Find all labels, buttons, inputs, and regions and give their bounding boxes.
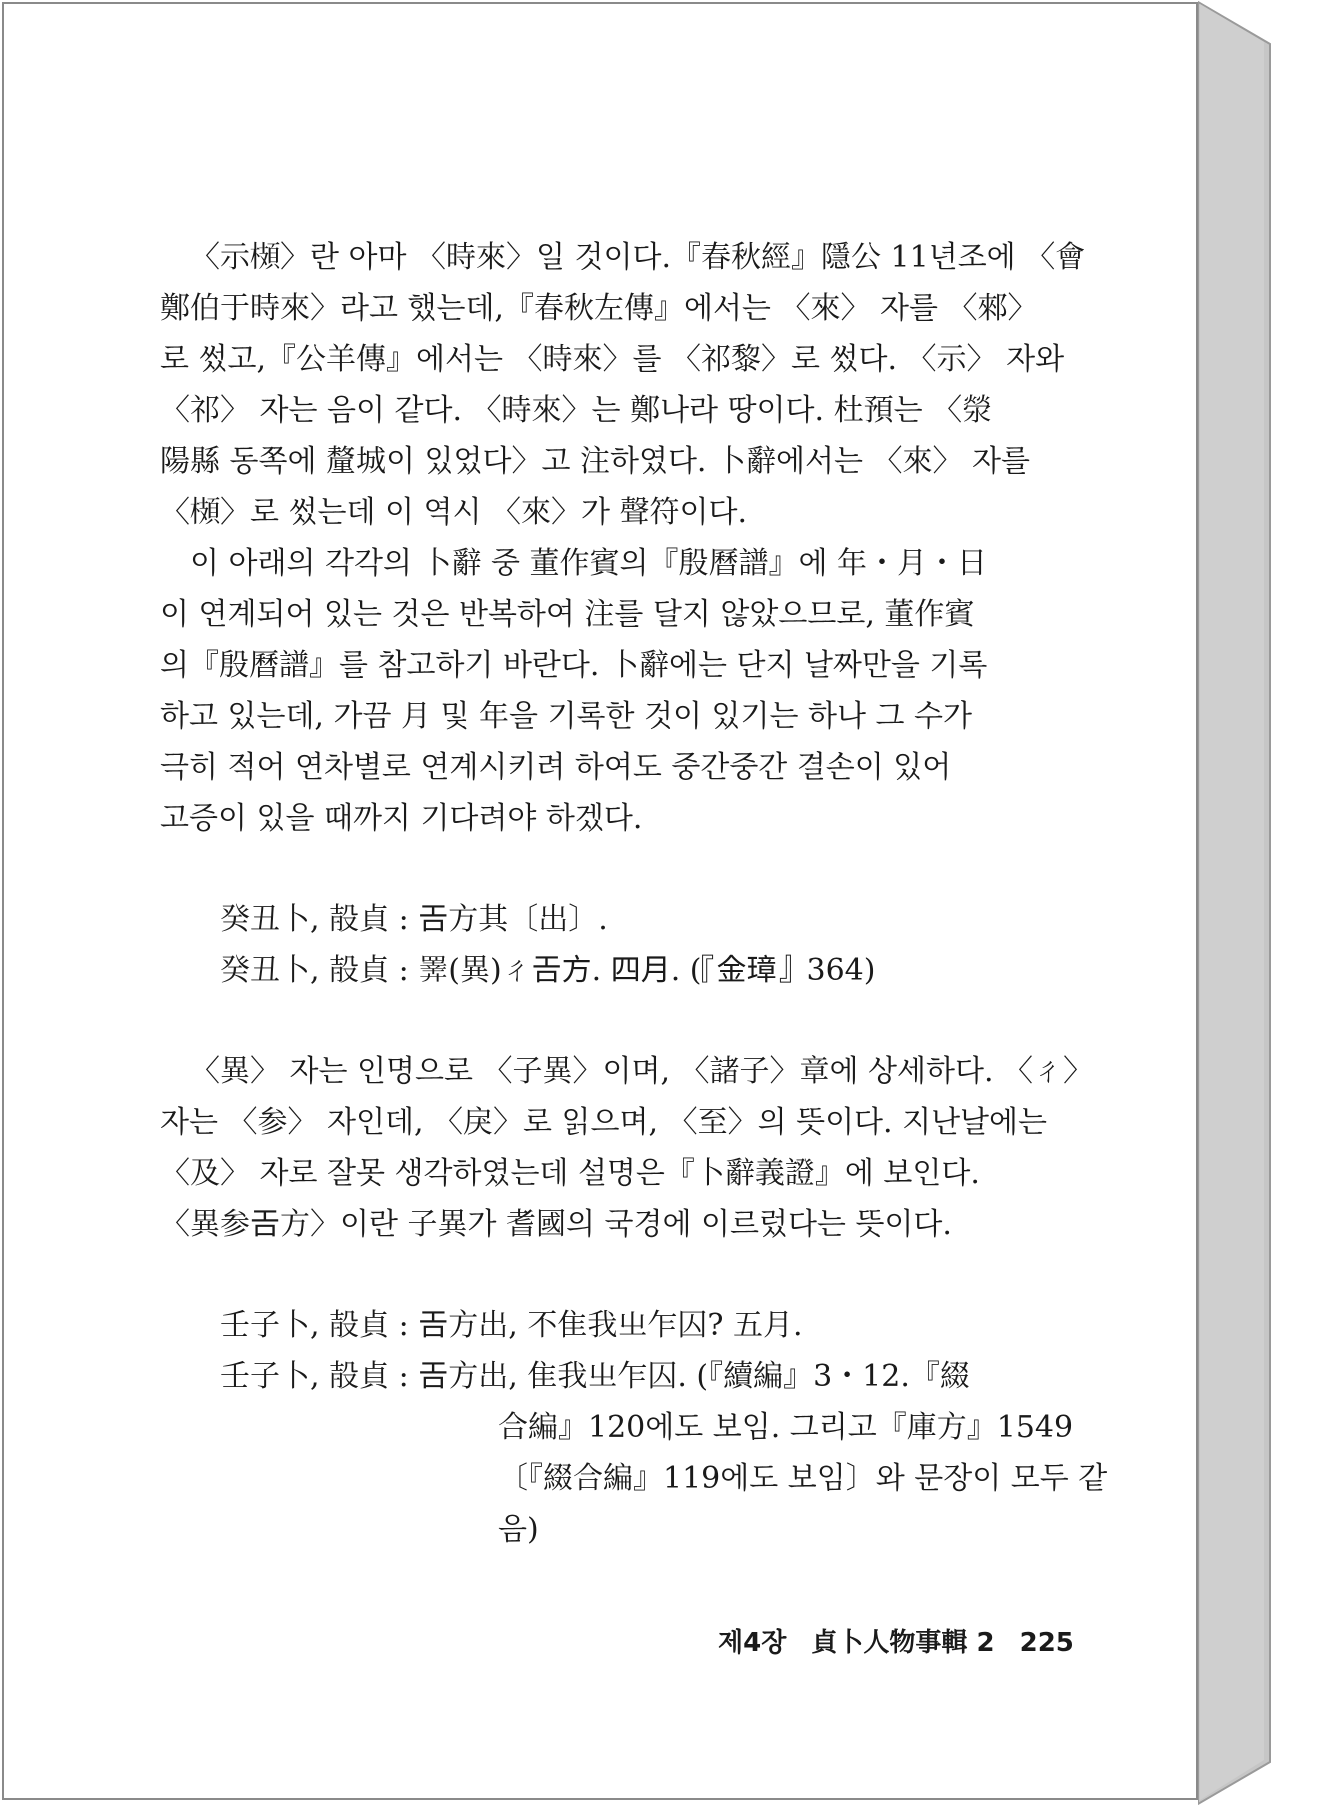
citation-continuation: 〔『綴合編』119에도 보임〕와 문장이 모두 같 xyxy=(498,1461,1108,1496)
chapter-label: 제4장 xyxy=(718,1628,787,1658)
oracle-citation-1 xyxy=(160,894,1062,996)
citation-line: 壬子卜, 㱿貞 : 𢀛方出, 不隹我㞢乍囚? 五月. xyxy=(220,1308,803,1343)
text-line: 고증이 있을 때까지 기다려야 하겠다. xyxy=(160,801,643,836)
text-line: 자는 〈参〉 자인데, 〈戾〉로 읽으며, 〈至〉의 뜻이다. 지난날에는 xyxy=(160,1105,1048,1140)
book-edge-shadow xyxy=(1198,0,1338,1806)
citation-line: 壬子卜, 㱿貞 : 𢀛方出, 隹我㞢乍囚. (『續編』3・12.『綴 xyxy=(220,1359,970,1394)
oracle-citation-2 xyxy=(160,1300,1108,1555)
citation-line: 癸丑卜, 㱿貞 : 𢍰(異)ㄔ𢀛方. 四月. (『金璋』364) xyxy=(220,953,876,988)
chapter-title: 貞卜人物事輯 2 xyxy=(811,1628,995,1658)
text-line: 로 썼고,『公羊傳』에서는 〈時來〉를 〈祁黎〉로 썼다. 〈示〉 자와 xyxy=(160,342,1065,377)
text-line: 〈示𩓡〉란 아마 〈時來〉일 것이다.『春秋經』隱公 11년조에 〈會 xyxy=(190,240,1086,275)
text-line: 〈𩓡〉로 썼는데 이 역시 〈來〉가 聲符이다. xyxy=(160,495,748,530)
page-number: 225 xyxy=(1019,1628,1074,1658)
paragraph-1 xyxy=(160,232,1086,538)
text-line: 이 연계되어 있는 것은 반복하여 注를 달지 않았으므로, 董作賓 xyxy=(160,597,975,632)
citation-continuation: 음) xyxy=(498,1512,539,1547)
text-line: 陽縣 동쪽에 釐城이 있었다〉고 注하였다. 卜辭에서는 〈來〉 자를 xyxy=(160,444,1030,479)
citation-line: 癸丑卜, 㱿貞 : 𢀛方其〔出〕. xyxy=(220,902,608,937)
paragraph-2 xyxy=(160,538,1062,844)
text-line: 이 아래의 각각의 卜辭 중 董作賓의『殷曆譜』에 年・月・日 xyxy=(190,546,988,581)
text-line: 〈及〉 자로 잘못 생각하였는데 설명은『卜辭義證』에 보인다. xyxy=(160,1156,980,1191)
text-line: 〈祁〉 자는 음이 같다. 〈時來〉는 鄭나라 땅이다. 杜預는 〈滎 xyxy=(160,393,993,428)
text-line: 극히 적어 연차별로 연계시키려 하여도 중간중간 결손이 있어 xyxy=(160,750,952,785)
page-text xyxy=(160,232,1108,1555)
text-line: 鄭伯于時來〉라고 했는데,『春秋左傳』에서는 〈來〉 자를 〈郲〉 xyxy=(160,291,1038,326)
text-line: 의『殷曆譜』를 참고하기 바란다. 卜辭에는 단지 날짜만을 기록 xyxy=(160,648,988,683)
text-line: 〈異〉 자는 인명으로 〈子異〉이며, 〈諸子〉章에 상세하다. 〈ㄔ〉 xyxy=(190,1054,1094,1089)
text-line: 〈異参𢀛方〉이란 子異가 耆國의 국경에 이르렀다는 뜻이다. xyxy=(160,1207,952,1242)
page-footer xyxy=(718,1622,1090,1659)
text-line: 하고 있는데, 가끔 月 및 年을 기록한 것이 있기는 하나 그 수가 xyxy=(160,699,972,734)
paragraph-3 xyxy=(160,1046,1094,1250)
citation-continuation: 合編』120에도 보임. 그리고『庫方』1549 xyxy=(498,1410,1074,1445)
